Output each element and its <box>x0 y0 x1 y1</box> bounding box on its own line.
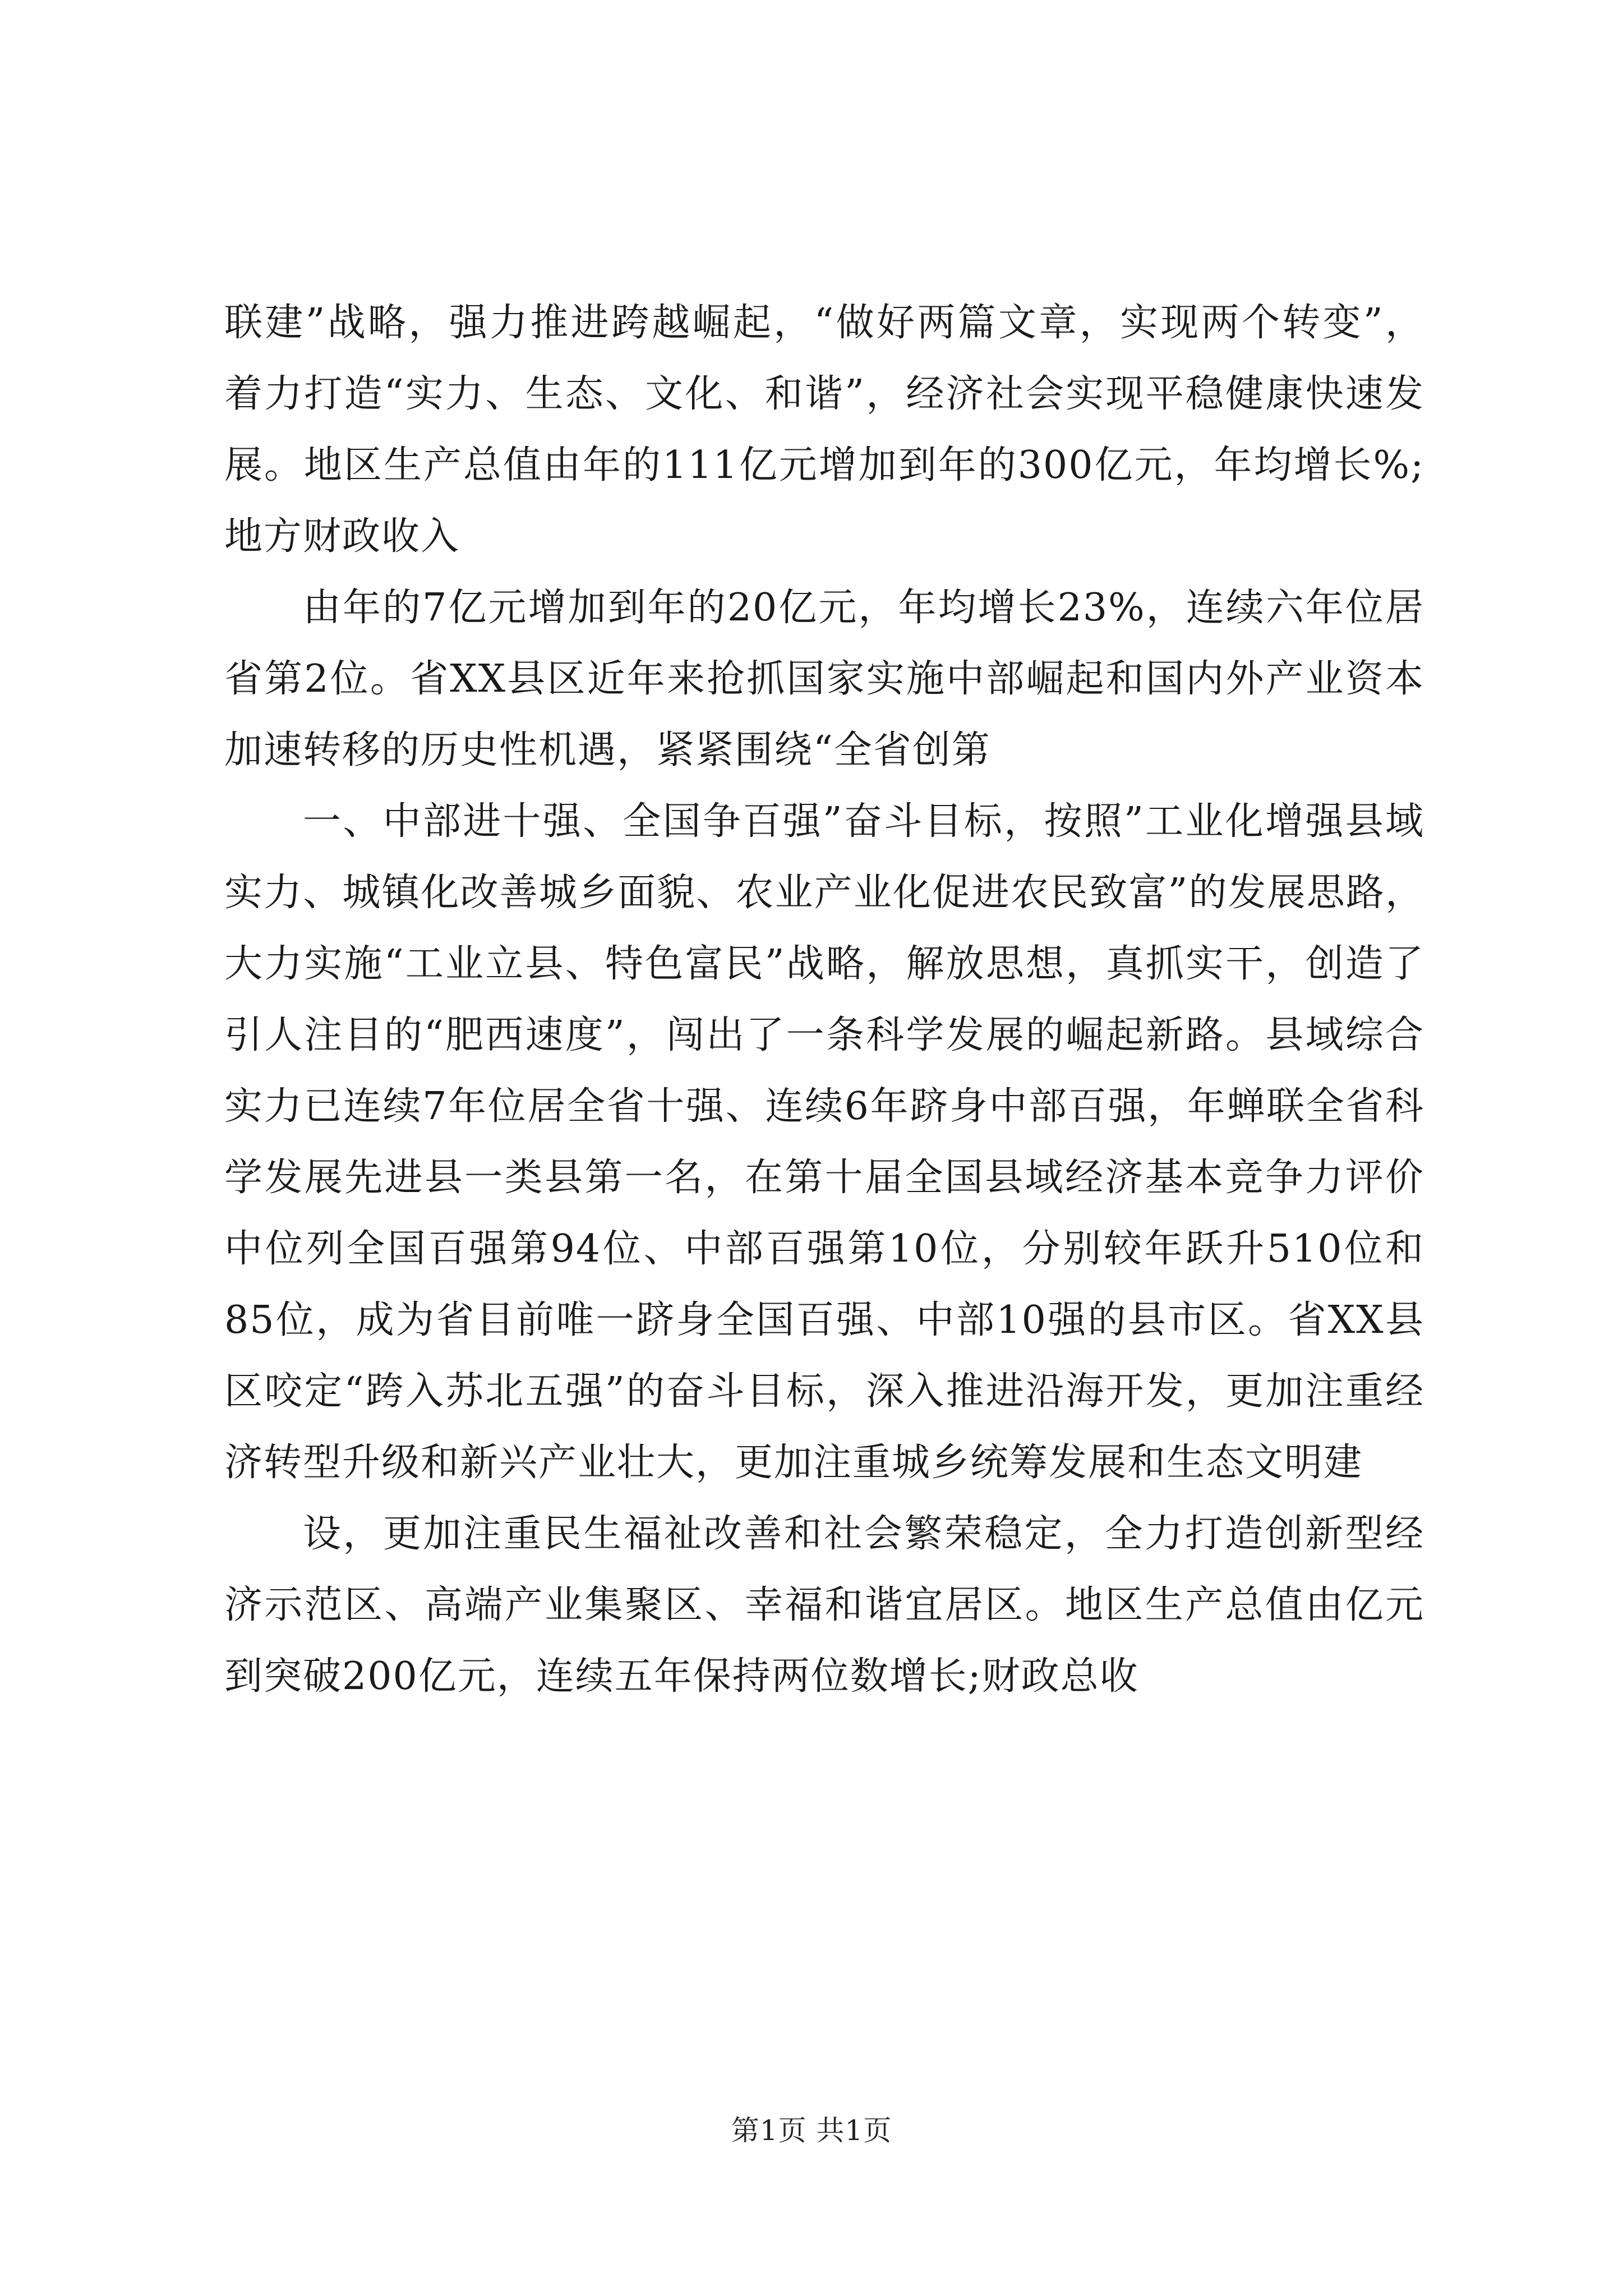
page-number-label: 第1页 共1页 <box>731 2114 892 2147</box>
paragraph-1: 联建”战略，强力推进跨越崛起，“做好两篇文章，实现两个转变”，着力打造“实力、生态、文化、和谐”，经济社会实现平稳健康快速发展。地区生产总值由年的111亿元增加到年的300亿元，年均增长%;地方财政收入 <box>224 301 1424 559</box>
page-footer <box>0 2108 1623 2148</box>
paragraph-3: 一、中部进十强、全国争百强”奋斗目标，按照”工业化增强县域实力、城镇化改善城乡面貌、农业产业化促进农民致富”的发展思路，大力实施“工业立县、特色富民”战略，解放思想，真抓实干，创造了引人注目的“肥西速度”，闯出了一条科学发展的崛起新路。县域综合实力已连续7年位居全省十强、连续6年跻身中部百强，年蝉联全省科学发展先进县一类县第一名，在第十届全国县域经济基本竞争力评价中位列全国百强第94位、中部百强第10位，分别较年跃升510位和85位，成为省目前唯一跻身全国百强、中部10强的县市区。省XX县区咬定“跨入苏北五强”的奋斗目标，深入推进沿海开发，更加注重经济转型升级和新兴产业壮大，更加注重城乡统筹发展和生态文明建 <box>224 799 1424 1485</box>
document-body <box>224 287 1424 1712</box>
paragraph-2: 由年的7亿元增加到年的20亿元，年均增长23%，连续六年位居省第2位。省XX县区近年来抢抓国家实施中部崛起和国内外产业资本加速转移的历史性机遇，紧紧围绕“全省创第 <box>224 586 1424 772</box>
paragraph-4: 设，更加注重民生福祉改善和社会繁荣稳定，全力打造创新型经济示范区、高端产业集聚区、幸福和谐宜居区。地区生产总值由亿元到突破200亿元，连续五年保持两位数增长;财政总收 <box>224 1512 1424 1699</box>
